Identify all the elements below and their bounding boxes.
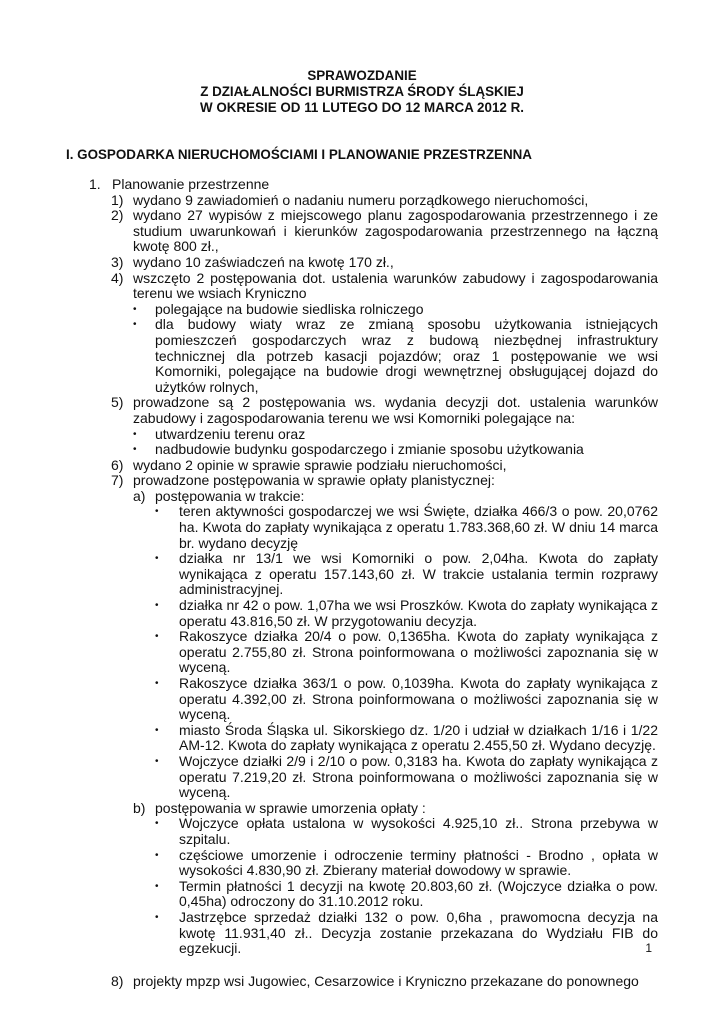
bullet-glyph: • — [155, 553, 159, 565]
bullet-item — [68, 598, 658, 629]
bullet-text: utwardzeniu terenu oraz — [155, 425, 306, 442]
bullet-item — [68, 848, 658, 879]
bullet-item — [68, 754, 658, 801]
bullet-text: działka nr 42 o pow. 1,07ha we wsi Proszków. Kwota do zapłaty wynikająca z operatu 43.816,50 zł. W przygotowaniu decyzja. — [179, 597, 658, 629]
bullet-text: Wojczyce opłata ustalona w wysokości 4.925,10 zł.. Strona przebywa w szpitalu. — [179, 815, 658, 847]
bullet-item — [68, 723, 658, 754]
bullet-glyph: • — [133, 319, 137, 331]
bullet-item — [68, 302, 658, 318]
bullet-glyph: • — [155, 631, 159, 643]
point-text: prowadzone postępowania w sprawie opłaty planistycznej: — [133, 472, 495, 489]
bullet-glyph: • — [133, 303, 137, 315]
point-marker: 5) — [111, 394, 124, 411]
point-marker: 4) — [111, 269, 124, 286]
bullet-text: teren aktywności gospodarczej we wsi Święte, działka 466/3 o pow. 20,0762 ha. Kwota do zapłaty wynikająca z operatu 1.783.368,60 zł. W dniu 14 marca br. wydano decyzję — [179, 503, 658, 551]
point-2 — [68, 208, 658, 255]
bullet-glyph: • — [155, 818, 159, 830]
title-line-2: Z DZIAŁALNOŚCI BURMISTRZA ŚRODY ŚLĄSKIEJ — [200, 84, 524, 99]
bullet-glyph: • — [155, 911, 159, 923]
point-text: prowadzone są 2 postępowania ws. wydania decyzji dot. ustalenia warunków zabudowy i zagospodarowania terenu we wsi Komorniki polegające na: — [133, 394, 658, 426]
bullet-glyph: • — [155, 849, 159, 861]
point-8 — [68, 974, 658, 990]
bullet-text: Rakoszyce działka 20/4 o pow. 0,1365ha. Kwota do zapłaty wynikająca z operatu 2.755,80 zł. Strona poinformowana o możliwości zapoznania się w wyceną. — [179, 628, 658, 676]
bullet-item — [68, 317, 658, 395]
subpoint-text: postępowania w sprawie umorzenia opłaty : — [155, 799, 426, 816]
bullet-text: Rakoszyce działka 363/1 o pow. 0,1039ha. Kwota do zapłaty wynikająca z operatu 4.392,00 zł. Strona poinformowana o możliwości zapoznania się w wyceną. — [179, 675, 658, 723]
bullet-item — [68, 427, 658, 443]
point-marker: 7) — [111, 472, 124, 489]
bullet-glyph: • — [133, 428, 137, 440]
spacer — [68, 957, 658, 974]
point-6 — [68, 458, 658, 474]
report-title — [0, 68, 724, 116]
subpoint-text: postępowania w trakcie: — [155, 487, 305, 504]
point-text: projekty mpzp wsi Jugowiec, Cesarzowice i Kryniczno przekazane do ponownego — [133, 972, 639, 989]
bullet-text: częściowe umorzenie i odroczenie terminy płatności - Brodno , opłata w wysokości 4.830,90 zł. Zbierany materiał dowodowy w sprawie. — [179, 846, 658, 879]
bullet-glyph: • — [155, 880, 159, 892]
bullet-item — [68, 676, 658, 723]
bullet-item — [68, 816, 658, 847]
bullet-item — [68, 910, 658, 957]
list-item-title: Planowanie przestrzenne — [112, 176, 270, 192]
bullet-glyph: • — [155, 506, 159, 518]
point-text: wydano 2 opinie w sprawie sprawie podziału nieruchomości, — [133, 456, 507, 473]
section-heading: I. GOSPODARKA NIERUCHOMOŚCIAMI I PLANOWANIE PRZESTRZENNA — [66, 147, 532, 162]
point-marker: 2) — [111, 207, 124, 224]
subpoint-b — [68, 801, 658, 817]
point-marker: 3) — [111, 253, 124, 270]
title-line-3: W OKRESIE OD 11 LUTEGO DO 12 MARCA 2012 R. — [200, 100, 524, 115]
bullet-item — [68, 442, 658, 458]
page-number: 1 — [645, 941, 652, 955]
bullet-text: Termin płatności 1 decyzji na kwotę 20.803,60 zł. (Wojczyce działka o pow. 0,45ha) odroczony do 31.10.2012 roku. — [179, 877, 658, 910]
list-marker: 1. — [89, 176, 101, 192]
point-5 — [68, 395, 658, 426]
bullet-item — [68, 504, 658, 551]
bullet-text: Jastrzębce sprzedaż działki 132 o pow. 0,6ha , prawomocna decyzja na kwotę 11.931,40 zł.. Decyzja zostanie przekazana do Wydziału FIB do egzekucji. — [179, 908, 658, 957]
point-1 — [68, 193, 658, 209]
bullet-item — [68, 551, 658, 598]
bullet-glyph: • — [155, 678, 159, 689]
point-text: wydano 9 zawiadomień o nadaniu numeru porządkowego nieruchomości, — [133, 191, 589, 208]
point-text: wydano 27 wypisów z miejscowego planu zagospodarowania przestrzennego i ze studium uwarunkowań i kierunków zagospodarowania przestrzennego na łączną kwotę 800 zł., — [133, 207, 658, 255]
point-4 — [68, 271, 658, 302]
subpoint-marker: a) — [133, 487, 146, 504]
subpoint-marker: b) — [133, 799, 146, 816]
point-marker: 1) — [111, 191, 124, 208]
bullet-text: miasto Środa Śląska ul. Sikorskiego dz. 1/20 i udział w działkach 1/16 i 1/22 AM-12. Kwota do zapłaty wynikająca z operatu 2.455,50 zł. Wydano decyzję. — [179, 721, 658, 754]
point-marker: 8) — [111, 972, 124, 989]
point-text: wydano 10 zaświadczeń na kwotę 170 zł., — [133, 253, 394, 270]
bullet-text: polegające na budowie siedliska rolniczego — [155, 300, 424, 317]
bullet-text: Wojczyce działki 2/9 i 2/10 o pow. 0,3183 ha. Kwota do zapłaty wynikająca z operatu 7.219,20 zł. Strona poinformowana o możliwości zapoznania się w wyceną. — [179, 752, 658, 801]
list-item-1 — [68, 177, 658, 193]
point-7 — [68, 473, 658, 489]
point-text: wszczęto 2 postępowania dot. ustalenia warunków zabudowy i zagospodarowania terenu we wsiach Kryniczno — [133, 269, 658, 302]
point-3 — [68, 255, 658, 271]
report-body — [68, 177, 658, 989]
bullet-item — [68, 879, 658, 910]
bullet-text: dla budowy wiaty wraz ze zmianą sposobu użytkowania istniejących pomieszczeń gospodarczych wraz z budową niezbędnej infrastruktury technicznej dla potrzeb kasacji pojazdów; oraz 1 postępowanie we wsi Komorniki, polegające na budowie drogi wewnętrznej obsługującej dojazd do użytków rolnych, — [155, 316, 658, 395]
bullet-text: działka nr 13/1 we wsi Komorniki o pow. 2,04ha. Kwota do zapłaty wynikająca z operatu 157.143,60 zł. W trakcie ustalania termin rozprawy administracyjnej. — [179, 550, 658, 598]
bullet-glyph: • — [155, 724, 159, 736]
point-marker: 6) — [111, 456, 124, 473]
bullet-text: nadbudowie budynku gospodarczego i zmianie sposobu użytkowania — [155, 441, 584, 458]
title-line-1: SPRAWOZDANIE — [307, 68, 417, 83]
bullet-glyph: • — [155, 755, 159, 767]
bullet-glyph: • — [155, 600, 159, 612]
bullet-glyph: • — [133, 444, 137, 456]
bullet-item — [68, 629, 658, 676]
